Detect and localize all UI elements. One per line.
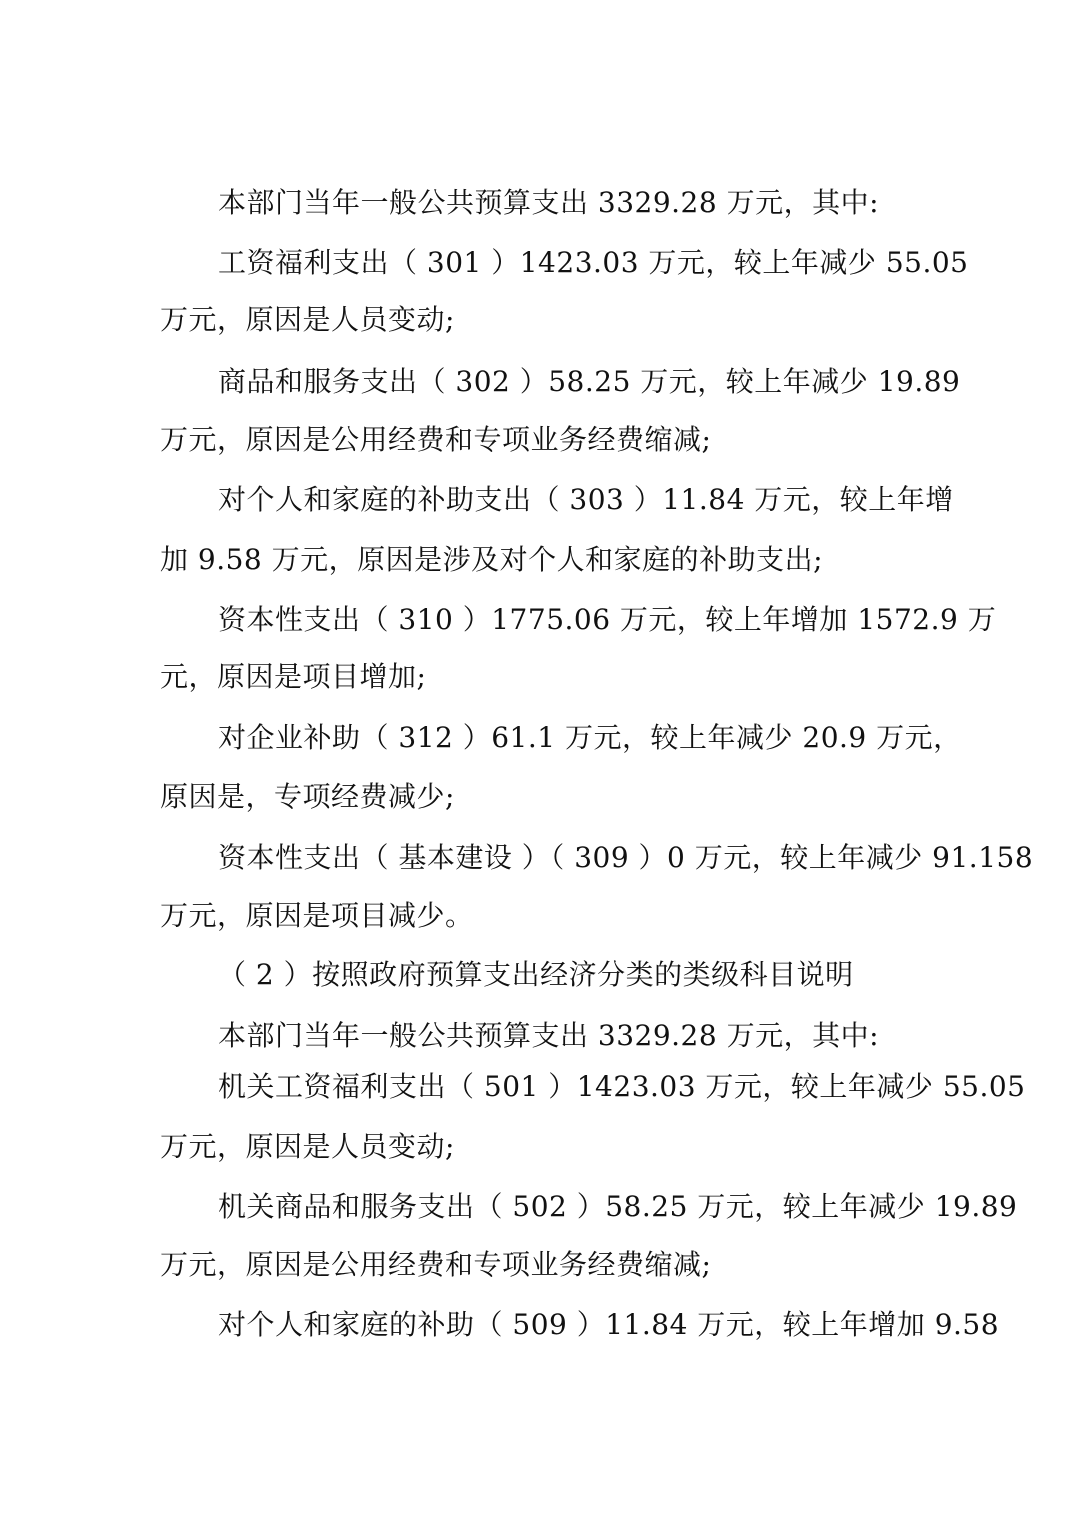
paragraph-line: 对企业补助（ 312 ）61.1 万元，较上年减少 20.9 万元， <box>218 721 962 754</box>
paragraph-line: 工资福利支出（ 301 ）1423.03 万元，较上年减少 55.05 <box>218 246 969 279</box>
paragraph-line: 本部门当年一般公共预算支出 3329.28 万元，其中: <box>218 186 880 219</box>
paragraph-line: 商品和服务支出（ 302 ）58.25 万元，较上年减少 19.89 <box>218 365 961 398</box>
paragraph-line: 万元，原因是人员变动; <box>160 1130 455 1163</box>
paragraph-line: 机关工资福利支出（ 501 ）1423.03 万元，较上年减少 55.05 <box>218 1070 1026 1103</box>
paragraph-line: 加 9.58 万元，原因是涉及对个人和家庭的补助支出; <box>160 543 824 576</box>
paragraph-line: 万元，原因是项目减少。 <box>160 899 474 932</box>
paragraph-line: 万元，原因是公用经费和专项业务经费缩减; <box>160 423 712 456</box>
paragraph-line: 本部门当年一般公共预算支出 3329.28 万元，其中: <box>218 1019 880 1052</box>
paragraph-line: 机关商品和服务支出（ 502 ）58.25 万元，较上年减少 19.89 <box>218 1190 1018 1223</box>
paragraph-line: 资本性支出（ 310 ）1775.06 万元，较上年增加 1572.9 万 <box>218 603 997 636</box>
paragraph-line: 万元，原因是公用经费和专项业务经费缩减; <box>160 1248 712 1281</box>
paragraph-line: 万元，原因是人员变动; <box>160 303 455 336</box>
paragraph-line: 原因是，专项经费减少; <box>160 780 455 813</box>
paragraph-line: 元，原因是项目增加; <box>160 660 427 693</box>
paragraph-line: 对个人和家庭的补助支出（ 303 ）11.84 万元，较上年增 <box>218 483 954 516</box>
paragraph-line: 资本性支出（ 基本建设 ）（ 309 ）0 万元，较上年减少 91.158 <box>218 841 1034 874</box>
section-heading: （ 2 ）按照政府预算支出经济分类的类级科目说明 <box>218 958 854 991</box>
paragraph-line: 对个人和家庭的补助（ 509 ）11.84 万元，较上年增加 9.58 <box>218 1308 1000 1341</box>
